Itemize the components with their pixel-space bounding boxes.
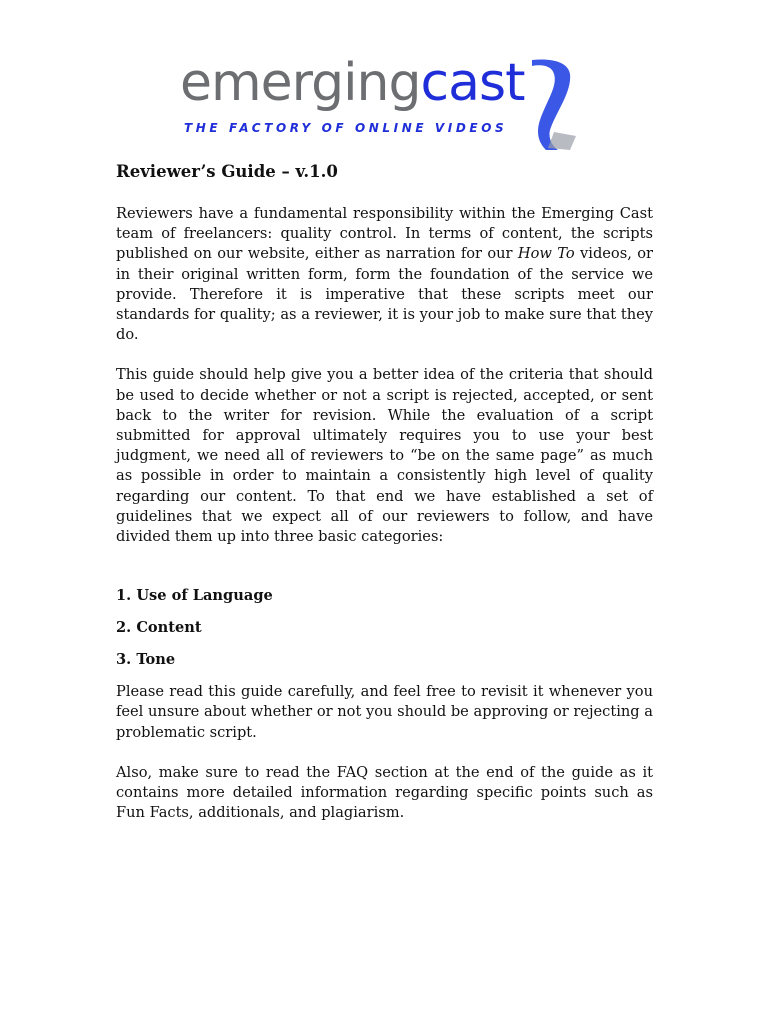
- category-item: 2. Content: [116, 619, 202, 637]
- document-body: [116, 160, 653, 843]
- logo-word-cast: cast: [420, 56, 525, 113]
- document-title: Reviewer’s Guide – v.1.0: [116, 162, 338, 181]
- intro-text-1: Reviewers have a fundamental responsibility within the Emerging Cast team of freelancers: quality control. In terms of content, the scripts published on our website, either as narration for our: [116, 205, 653, 263]
- category-item: 1. Use of Language: [116, 587, 273, 605]
- read-carefully-paragraph: Please read this guide carefully, and feel free to revisit it whenever you feel unsure about whether or not you should be approving or rejecting a problematic script.: [116, 683, 653, 741]
- film-strip-icon: [532, 60, 576, 150]
- category-list: [116, 586, 653, 671]
- logo-word-emerging: emerging: [180, 56, 421, 113]
- guide-purpose-paragraph: This guide should help give you a better idea of the criteria that should be used to decide whether or not a script is rejected, accepted, or sent back to the writer for revision. While the evaluation of a script submitted for approval ultimately requires you to use your best judgment, we need all of reviewers to “be on the same page” as much as possible in order to maintain a consistently high level of quality regarding our content. To that end we have established a set of guidelines that we expect all of our reviewers to follow, and have divided them up into three basic categories:: [116, 366, 653, 546]
- faq-paragraph: Also, make sure to read the FAQ section at the end of the guide as it contains more detailed information regarding specific points such as Fun Facts, additionals, and plagiarism.: [116, 763, 653, 822]
- intro-paragraph: [116, 204, 653, 345]
- svg-text:emergingcast: [180, 56, 525, 113]
- intro-text-2: videos, or in their original written form, form the foundation of the service we provide. Therefore it is imperative that these scripts meet our standards for quality; as a reviewer, it is your job to make sure that they do.: [116, 245, 653, 344]
- logo-tagline: THE FACTORY OF ONLINE VIDEOS: [184, 121, 508, 135]
- logo-graphic: [180, 56, 600, 152]
- intro-emphasis: How To: [517, 245, 575, 263]
- category-item: 3. Tone: [116, 651, 176, 669]
- emergingcast-logo: [180, 56, 600, 152]
